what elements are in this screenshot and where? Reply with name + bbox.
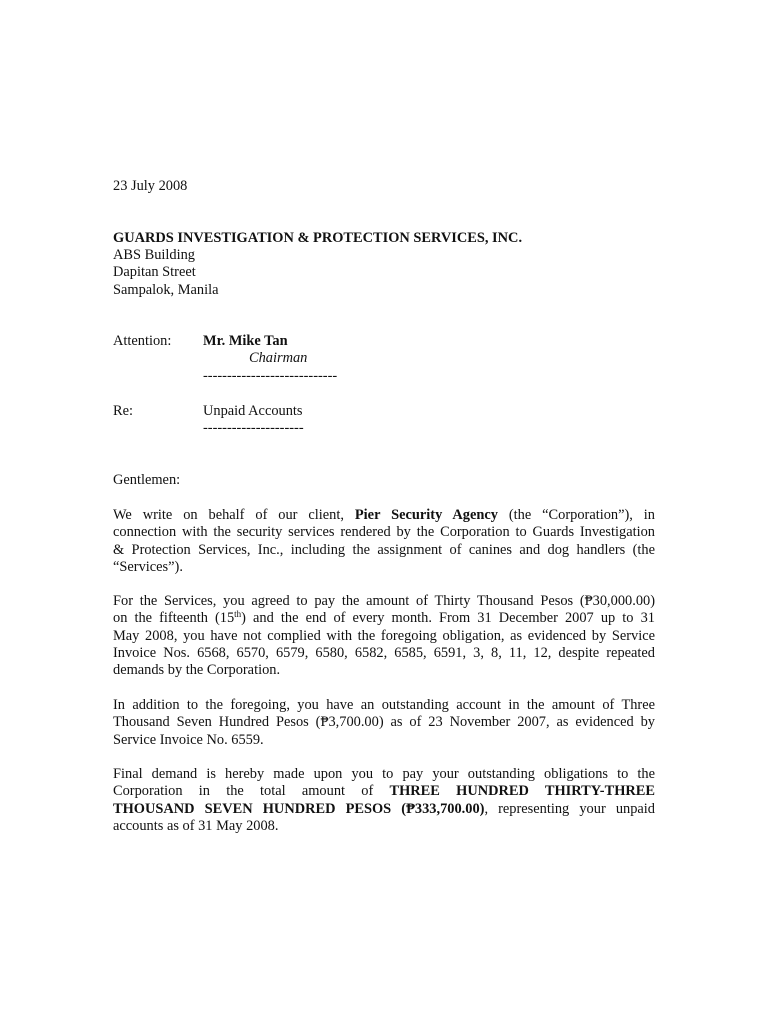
amount-words: THREE HUNDRED THIRTY-THREE (389, 783, 655, 800)
paragraph-line: Invoice Nos. 6568, 6570, 6579, 6580, 6582, 6585, 6591, 3, 8, 11, 12, despite repeated (113, 644, 655, 661)
paragraph-line: Service Invoice No. 6559. (113, 731, 264, 748)
paragraph-final-demand (113, 766, 655, 835)
re-subject: Unpaid Accounts (203, 403, 303, 419)
re-underline: --------------------- (203, 420, 304, 436)
text-run: Corporation in the total amount of (113, 783, 374, 800)
addressee-building: ABS Building (113, 247, 195, 263)
paragraph-line: In addition to the foregoing, you have an outstanding account in the amount of Three (113, 697, 655, 713)
attention-label: Attention: (113, 333, 172, 349)
text-run: We write on behalf of our client, (113, 507, 344, 523)
letter-date: 23 July 2008 (113, 178, 188, 194)
client-name: Pier Security Agency (354, 507, 498, 523)
paragraph-line (113, 783, 655, 800)
text-run: , representing your unpaid (484, 800, 655, 817)
attention-name: Mr. Mike Tan (203, 333, 288, 349)
paragraph-line: Final demand is hereby made upon you to pay your outstanding obligations to the (113, 766, 655, 782)
addressee-company: GUARDS INVESTIGATION & PROTECTION SERVICES, INC. (113, 230, 523, 246)
salutation: Gentlemen: (113, 472, 181, 488)
amount-words: THOUSAND SEVEN HUNDRED PESOS (113, 800, 392, 817)
paragraph-line: May 2008, you have not complied with the foregoing obligation, as evidenced by Service (113, 627, 655, 644)
paragraph-line: “Services”). (113, 558, 183, 575)
paragraph-line (113, 610, 655, 627)
paragraph-outstanding (113, 697, 655, 749)
paragraph-line (113, 801, 655, 818)
paragraph-line: Thousand Seven Hundred Pesos (₱3,700.00) as of 23 November 2007, as evidenced by (113, 714, 655, 731)
amount-figure: (₱333,700.00) (401, 800, 485, 817)
text-run: ) and the end of every month. From 31 December 2007 up to 31 (241, 610, 655, 627)
text-run: (the “Corporation”), in (508, 507, 655, 523)
addressee-street: Dapitan Street (113, 264, 196, 280)
attention-underline: ---------------------------- (203, 368, 338, 384)
paragraph-line: demands by the Corporation. (113, 662, 281, 679)
ordinal-suffix: th (234, 609, 242, 620)
paragraph-line: accounts as of 31 May 2008. (113, 817, 279, 834)
paragraph-line: connection with the security services rendered by the Corporation to Guards Investigation (113, 524, 655, 541)
addressee-city: Sampalok, Manila (113, 282, 219, 298)
paragraph-line (113, 507, 655, 524)
attention-title: Chairman (249, 350, 308, 366)
re-label: Re: (113, 403, 133, 419)
paragraph-line: For the Services, you agreed to pay the amount of Thirty Thousand Pesos (₱30,000.00) (113, 593, 655, 609)
paragraph-client (113, 507, 655, 576)
paragraph-obligation (113, 593, 655, 679)
paragraph-line: & Protection Services, Inc., including the assignment of canines and dog handlers (the (113, 541, 655, 558)
text-run: on the fifteenth (15 (113, 610, 235, 627)
